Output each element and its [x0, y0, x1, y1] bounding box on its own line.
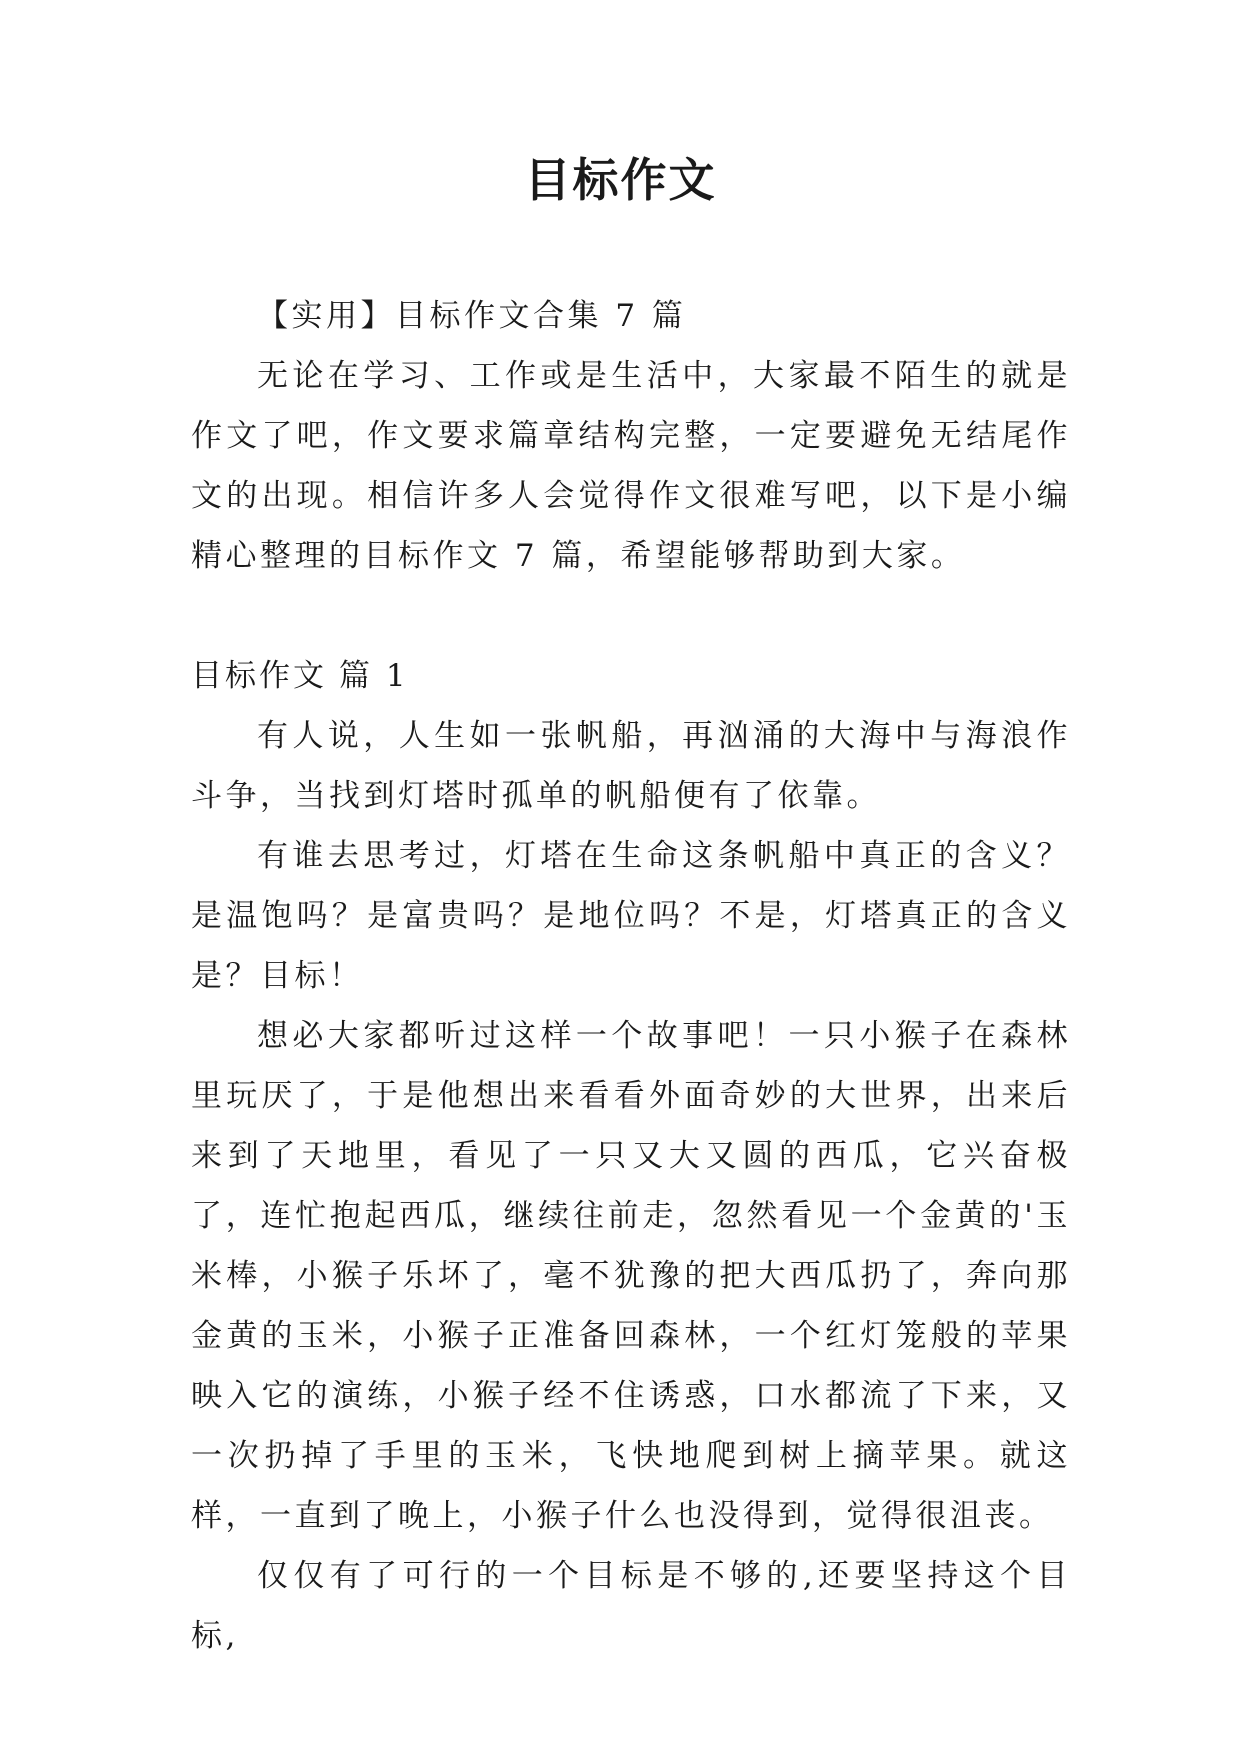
intro-paragraph: 无论在学习、工作或是生活中，大家最不陌生的就是作文了吧，作文要求篇章结构完整，一定要避免无结尾作文的出现。相信许多人会觉得作文很难写吧，以下是小编精心整理的目标作文 7 篇，希望能够帮助到大家。 — [191, 358, 1071, 574]
body-paragraph: 仅仅有了可行的一个目标是不够的,还要坚持这个目标, — [191, 1558, 1071, 1654]
body-paragraph: 想必大家都听过这样一个故事吧！一只小猴子在森林里玩厌了，于是他想出来看看外面奇妙的大世界，出来后来到了天地里，看见了一只又大又圆的西瓜，它兴奋极了，连忙抱起西瓜，继续往前走，忽然看见一个金黄的'玉米棒，小猴子乐坏了，毫不犹豫的把大西瓜扔了，奔向那金黄的玉米，小猴子正准备回森林，一个红灯笼般的苹果映入它的演练，小猴子经不住诱惑，口水都流了下来，又一次扔掉了手里的玉米，飞快地爬到树上摘苹果。就这样，一直到了晚上，小猴子什么也没得到，觉得很沮丧。 — [191, 1018, 1071, 1534]
document-body — [191, 286, 1071, 1666]
body-paragraph: 有人说，人生如一张帆船，再汹涌的大海中与海浪作斗争，当找到灯塔时孤单的帆船便有了依靠。 — [191, 718, 1071, 814]
section-heading-number: 篇 1 — [339, 658, 409, 694]
section-heading — [191, 646, 1071, 706]
intro-subtitle: 【实用】目标作文合集 7 篇 — [257, 298, 687, 334]
document-title: 目标作文 — [524, 153, 717, 207]
section-heading-label: 目标作文 — [191, 658, 327, 694]
paragraph-gap — [191, 586, 1071, 646]
body-paragraph: 有谁去思考过，灯塔在生命这条帆船中真正的含义？是温饱吗？是富贵吗？是地位吗？不是，灯塔真正的含义是？目标！ — [191, 838, 1071, 994]
